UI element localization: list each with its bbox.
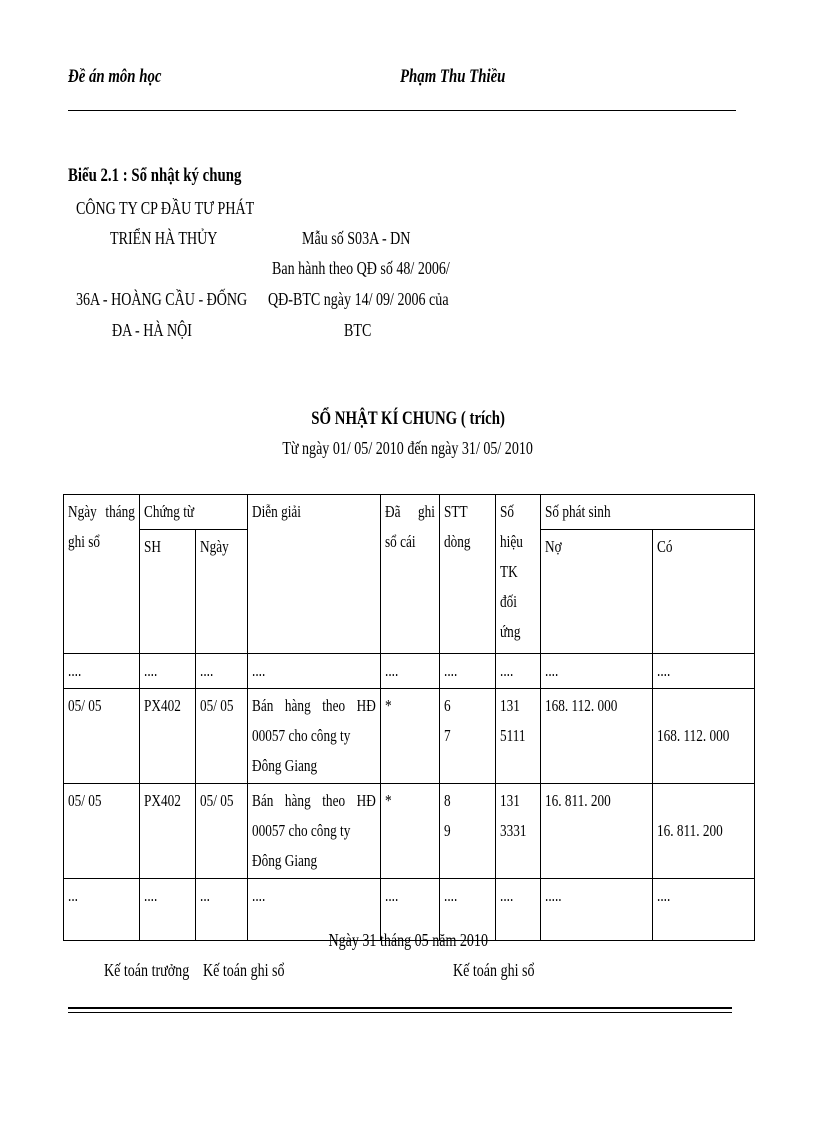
row-description: Bán hàng theo HĐ 00057 cho công ty Đông Giang — [248, 689, 381, 784]
header-date-posted: Ngày tháng ghi sổ — [64, 495, 140, 654]
company-address-line2: ĐA - HÀ NỘI — [112, 320, 192, 340]
row-line-no: 8 9 — [440, 784, 496, 879]
header-line-no: STT dòng — [440, 495, 496, 654]
table-cell: .... — [140, 879, 196, 941]
row-voucher-no: PX402 — [140, 689, 196, 784]
table-cell: .... — [196, 654, 248, 689]
form-issued-line1: Ban hành theo QĐ số 48/ 2006/ — [272, 258, 450, 278]
table-cell: .... — [381, 879, 440, 941]
table-cell: .... — [496, 879, 541, 941]
row-credit: 168. 112. 000 — [653, 689, 755, 784]
row-account: 131 5111 — [496, 689, 541, 784]
table-cell: .... — [653, 879, 755, 941]
table-cell: .... — [248, 879, 381, 941]
header-posted-ledger: Đã ghi sổ cái — [381, 495, 440, 654]
table-cell: .... — [248, 654, 381, 689]
signature-date: Ngày 31 tháng 05 năm 2010 — [328, 930, 488, 950]
journal-period: Từ ngày 01/ 05/ 2010 đến ngày 31/ 05/ 2010 — [282, 438, 534, 458]
header-amount: Số phát sinh — [541, 495, 755, 530]
header-credit: Có — [653, 530, 755, 654]
header-divider — [68, 110, 736, 111]
footer-divider — [68, 1007, 732, 1009]
table-cell: .... — [140, 654, 196, 689]
row-voucher-no: PX402 — [140, 784, 196, 879]
form-issued-line2: QĐ-BTC ngày 14/ 09/ 2006 của — [268, 289, 449, 309]
row-account: 131 3331 — [496, 784, 541, 879]
journal-table — [63, 494, 755, 941]
header-description: Diễn giải — [248, 495, 381, 654]
table-cell: .... — [381, 654, 440, 689]
header-voucher-no: SH — [140, 530, 196, 654]
table-cell: .... — [496, 654, 541, 689]
header-account: Số hiệu TK đối ứng — [496, 495, 541, 654]
company-address-line1: 36A - HOÀNG CẦU - ĐỐNG — [76, 289, 248, 309]
row-voucher-date: 05/ 05 — [196, 784, 248, 879]
row-line-no: 6 7 — [440, 689, 496, 784]
header-voucher: Chứng từ — [140, 495, 248, 530]
row-voucher-date: 05/ 05 — [196, 689, 248, 784]
row-description: Bán hàng theo HĐ 00057 cho công ty Đông Giang — [248, 784, 381, 879]
table-header-row — [64, 495, 755, 530]
table-cell: .... — [541, 654, 653, 689]
header-voucher-date: Ngày — [196, 530, 248, 654]
table-row — [64, 689, 755, 784]
row-debit: 168. 112. 000 — [541, 689, 653, 784]
table-cell: .... — [64, 654, 140, 689]
bookkeeper-label-1: Kế toán ghi sổ — [203, 960, 285, 980]
table-cell: ... — [196, 879, 248, 941]
journal-title: SỔ NHẬT KÍ CHUNG ( trích) — [311, 408, 505, 429]
table-cell: .... — [440, 654, 496, 689]
form-issued-line3: BTC — [344, 320, 372, 340]
header-author-name: Phạm Thu Thiều — [400, 66, 506, 87]
table-row — [64, 784, 755, 879]
company-name-line2: TRIỂN HÀ THỦY — [110, 228, 218, 248]
row-posted-mark: * — [381, 784, 440, 879]
row-credit: 16. 811. 200 — [653, 784, 755, 879]
chief-accountant-label: Kế toán trưởng — [104, 960, 190, 980]
figure-label: Biểu 2.1 : Sổ nhật ký chung — [68, 165, 242, 186]
row-posted-mark: * — [381, 689, 440, 784]
header-course-label: Đề án môn học — [68, 66, 162, 87]
table-cell: .... — [440, 879, 496, 941]
bookkeeper-label-2: Kế toán ghi sổ — [453, 960, 535, 980]
header-debit: Nợ — [541, 530, 653, 654]
company-name-line1: CÔNG TY CP ĐẦU TƯ PHÁT — [76, 198, 255, 218]
form-code: Mẫu số S03A - DN — [302, 228, 411, 248]
table-cell: ..... — [541, 879, 653, 941]
table-cell: .... — [653, 654, 755, 689]
row-date: 05/ 05 — [64, 689, 140, 784]
footer-divider-thin — [68, 1012, 732, 1013]
table-row-ellipsis-top — [64, 654, 755, 689]
table-cell: ... — [64, 879, 140, 941]
row-debit: 16. 811. 200 — [541, 784, 653, 879]
row-date: 05/ 05 — [64, 784, 140, 879]
